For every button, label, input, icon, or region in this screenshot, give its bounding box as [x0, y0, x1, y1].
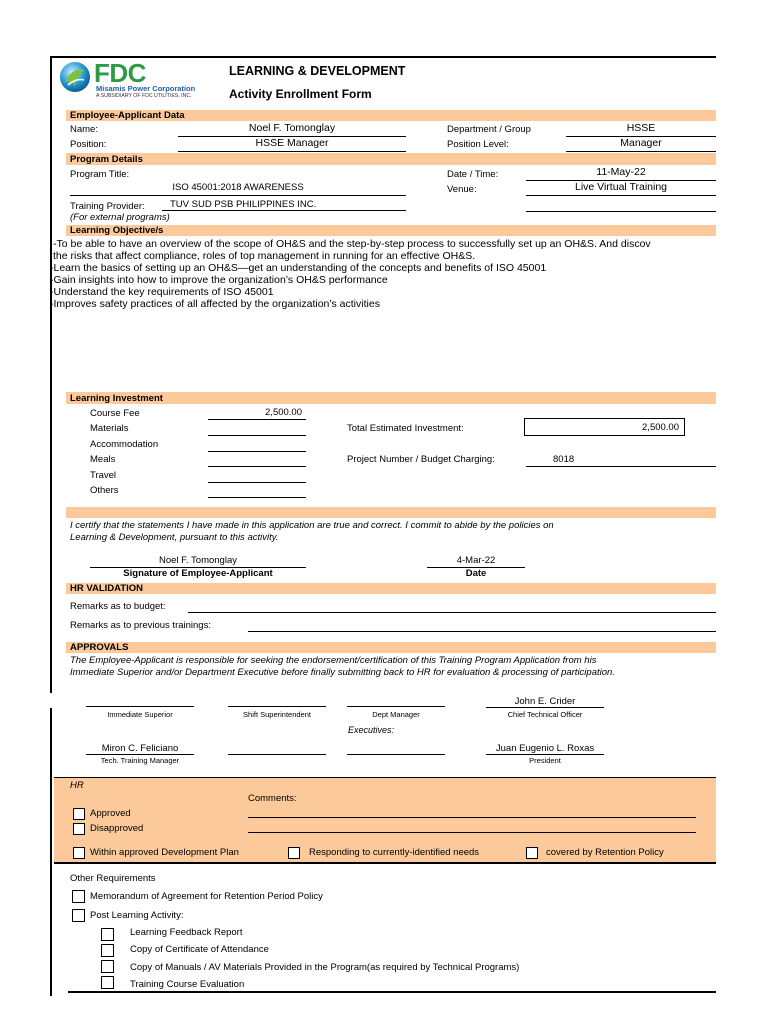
- employee-section-title: Employee-Applicant Data: [70, 110, 185, 121]
- accommodation-field[interactable]: [208, 438, 306, 452]
- form-title: LEARNING & DEVELOPMENT: [229, 64, 406, 78]
- feedback-checkbox[interactable]: [101, 928, 114, 941]
- project-value: 8018: [553, 454, 575, 465]
- approvals-note-1: The Employee-Applicant is responsible for seeking the endorsement/certification of this Training Program Application from his: [70, 655, 597, 666]
- date-label: Date / Time:: [447, 169, 499, 180]
- project-field[interactable]: [526, 452, 716, 467]
- dept-label: Department / Group: [447, 124, 531, 135]
- objectives-section-band: [66, 225, 716, 236]
- total-value: 2,500.00: [642, 422, 679, 433]
- approved-checkbox[interactable]: [73, 808, 85, 820]
- total-label: Total Estimated Investment:: [347, 423, 464, 434]
- budget-remarks-label: Remarks as to budget:: [70, 601, 166, 612]
- ttm-caption: Tech. Training Manager: [100, 756, 180, 765]
- other-requirements-title: Other Requirements: [70, 873, 156, 884]
- materials-label: Materials: [90, 423, 129, 434]
- manuals-label: Copy of Manuals / AV Materials Provided in the Program(as required by Technical Programs): [130, 962, 520, 973]
- others-field[interactable]: [208, 484, 306, 498]
- fdc-logo: [56, 58, 206, 102]
- meals-label: Meals: [90, 454, 116, 465]
- exec-line-3[interactable]: [347, 754, 445, 755]
- evaluation-label: Training Course Evaluation: [130, 979, 245, 990]
- program-section-band: [66, 153, 716, 165]
- course-fee-label: Course Fee: [90, 408, 140, 419]
- logo-company: Misamis Power Corporation: [96, 84, 196, 93]
- course-fee-value: 2,500.00: [265, 407, 302, 418]
- accommodation-label: Accommodation: [90, 439, 159, 450]
- executives-label: Executives:: [348, 725, 395, 735]
- bottom-border: [68, 991, 716, 993]
- comments-line-1[interactable]: [248, 817, 696, 818]
- approvals-title: APPROVALS: [70, 642, 129, 653]
- cert-line-2: Learning & Development, pursuant to this activity.: [70, 532, 279, 543]
- hr-validation-band: [66, 583, 716, 594]
- trainings-remarks-label: Remarks as to previous trainings:: [70, 620, 211, 631]
- certificate-checkbox[interactable]: [101, 944, 114, 957]
- shift-superintendent-line[interactable]: [228, 706, 326, 707]
- course-fee-field[interactable]: [208, 406, 306, 420]
- dept-field[interactable]: HSSE: [566, 122, 716, 137]
- external-note: (For external programs): [70, 212, 170, 223]
- manuals-checkbox[interactable]: [101, 960, 114, 973]
- objectives-section-title: Learning Objective/s: [70, 225, 164, 236]
- post-activity-label: Post Learning Activity:: [90, 910, 184, 921]
- disapproved-label: Disapproved: [90, 823, 144, 834]
- cert-line-1: I certify that the statements I have made in this application are true and correct. I commit to abide by the policies on: [70, 520, 554, 531]
- materials-field[interactable]: [208, 422, 306, 436]
- approvals-note-2: Immediate Superior and/or Department Executive before finally submitting back to HR for evaluation & processing of participation.: [70, 667, 615, 678]
- disapproved-checkbox[interactable]: [73, 823, 85, 835]
- president-caption: President: [529, 756, 561, 765]
- immediate-superior-caption: Immediate Superior: [107, 710, 173, 719]
- left-border-top: [50, 56, 52, 693]
- president-signature[interactable]: Juan Eugenio L. Roxas: [486, 743, 604, 755]
- provider-field[interactable]: TUV SUD PSB PHILIPPINES INC.: [162, 199, 406, 211]
- needs-checkbox[interactable]: [288, 847, 300, 859]
- objective-line-5: -Understand the key requirements of ISO 45001: [50, 286, 274, 298]
- evaluation-checkbox[interactable]: [101, 976, 114, 989]
- exec-line-2[interactable]: [228, 754, 326, 755]
- trainings-remarks-field[interactable]: [248, 619, 716, 632]
- cert-date-field[interactable]: 4-Mar-22: [427, 555, 525, 568]
- needs-label: Responding to currently-identified needs: [309, 847, 480, 858]
- logo-subsidiary: A SUBSIDIARY OF FDC UTILITIES, INC.: [96, 93, 192, 99]
- name-field[interactable]: Noel F. Tomonglay: [178, 122, 406, 137]
- program-section-title: Program Details: [70, 154, 143, 165]
- travel-field[interactable]: [208, 469, 306, 483]
- provider-extra-line: [526, 211, 716, 212]
- budget-remarks-field[interactable]: [188, 600, 716, 613]
- ttm-signature[interactable]: Miron C. Feliciano: [86, 743, 194, 755]
- signer-caption: Signature of Employee-Applicant: [123, 568, 273, 579]
- venue-label: Venue:: [447, 184, 477, 195]
- certificate-label: Copy of Certificate of Attendance: [130, 944, 269, 955]
- hr-validation-title: HR VALIDATION: [70, 583, 144, 594]
- logo-name: FDC: [94, 58, 146, 88]
- date-field[interactable]: 11-May-22: [526, 166, 716, 181]
- meals-field[interactable]: [208, 453, 306, 467]
- investment-section-band: [66, 392, 716, 404]
- position-field[interactable]: HSSE Manager: [178, 137, 406, 152]
- objective-line-6: -Improves safety practices of all affected by the organization’s activities: [50, 298, 380, 310]
- venue-field[interactable]: Live Virtual Training: [526, 181, 716, 196]
- retention-label: covered by Retention Policy: [546, 847, 664, 858]
- objective-line-1: -To be able to have an overview of the scope of OH&S and the step-by-step process to successfully set up an OH&S. And discov: [53, 238, 651, 250]
- shift-superintendent-caption: Shift Superintendent: [243, 710, 311, 719]
- left-border-bottom: [50, 708, 52, 996]
- objective-line-3: -Learn the basics of setting up an OH&S—get an understanding of the concepts and benefits of ISO 45001: [50, 262, 547, 274]
- level-label: Position Level:: [447, 139, 509, 150]
- spacer-band: [66, 507, 716, 518]
- objective-line-2: the risks that affect compliance, roles of top management in running for an effective OH&S.: [53, 250, 476, 262]
- objective-line-4: -Gain insights into how to improve the organization’s OH&S performance: [50, 274, 388, 286]
- dept-manager-caption: Dept Manager: [372, 710, 420, 719]
- project-label: Project Number / Budget Charging:: [347, 454, 495, 465]
- comments-line-2[interactable]: [248, 832, 696, 833]
- comments-label: Comments:: [248, 793, 297, 804]
- moa-checkbox[interactable]: [72, 890, 85, 903]
- total-field[interactable]: [524, 418, 685, 436]
- program-title-label: Program Title:: [70, 169, 130, 180]
- provider-label: Training Provider:: [70, 201, 145, 212]
- travel-label: Travel: [90, 470, 117, 481]
- program-title-field[interactable]: ISO 45001:2018 AWARENESS: [70, 182, 406, 196]
- others-label: Others: [90, 485, 119, 496]
- level-field[interactable]: Manager: [566, 137, 716, 152]
- plan-label: Within approved Development Plan: [90, 847, 239, 858]
- cto-caption: Chief Technical Officer: [507, 710, 583, 719]
- signer-field[interactable]: Noel F. Tomonglay: [90, 555, 306, 568]
- cert-date-caption: Date: [465, 568, 487, 579]
- moa-label: Memorandum of Agreement for Retention Period Policy: [90, 891, 323, 902]
- position-label: Position:: [70, 139, 107, 150]
- retention-checkbox[interactable]: [526, 847, 538, 859]
- post-activity-checkbox[interactable]: [72, 909, 85, 922]
- investment-section-title: Learning Investment: [70, 393, 163, 404]
- cto-signature[interactable]: John E. Crider: [486, 696, 604, 708]
- name-label: Name:: [70, 124, 98, 135]
- hr-box-label: HR: [70, 780, 84, 791]
- feedback-label: Learning Feedback Report: [130, 927, 243, 938]
- logo-globe-icon: [58, 60, 92, 94]
- immediate-superior-line[interactable]: [86, 706, 194, 707]
- form-subtitle: Activity Enrollment Form: [229, 87, 372, 101]
- approvals-band: [66, 642, 716, 653]
- dept-manager-line[interactable]: [347, 706, 445, 707]
- approved-label: Approved: [90, 808, 131, 819]
- plan-checkbox[interactable]: [73, 847, 85, 859]
